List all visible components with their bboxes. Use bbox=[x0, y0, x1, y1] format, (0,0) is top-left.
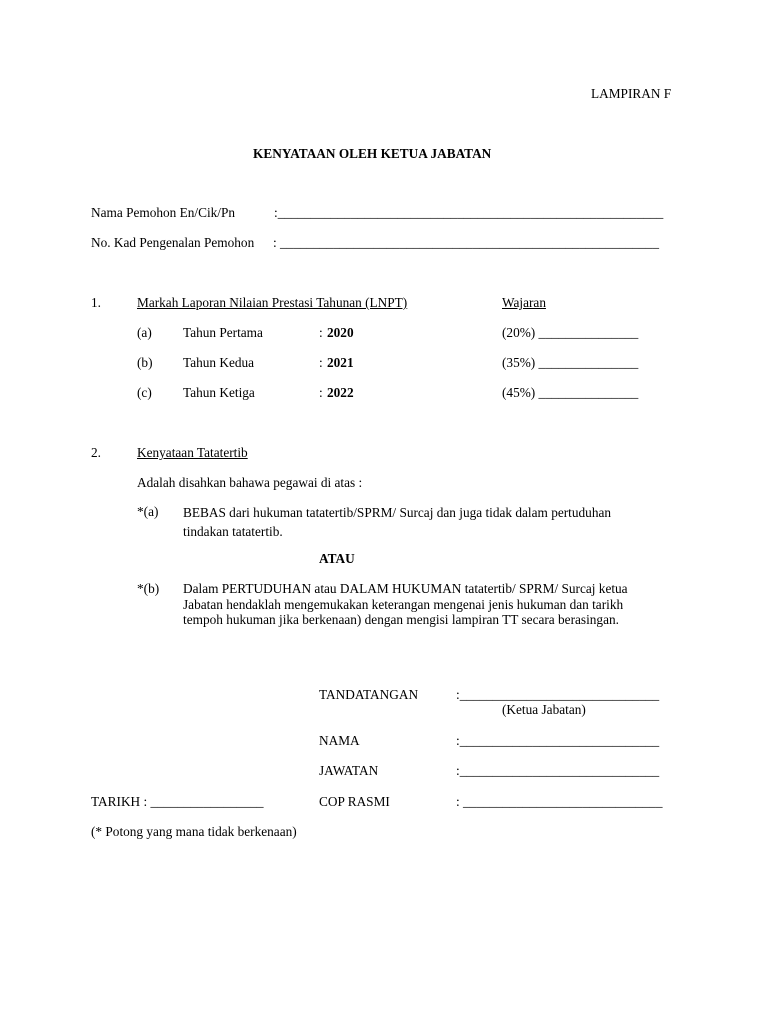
row-label: Tahun Kedua bbox=[183, 355, 255, 370]
row-label: Tahun Ketiga bbox=[183, 385, 255, 400]
signature-line: :______________________________ bbox=[456, 687, 660, 702]
name-line: :______________________________ bbox=[456, 733, 660, 748]
row-letter: (c) bbox=[137, 385, 152, 400]
stamp-line: : ______________________________ bbox=[456, 794, 663, 809]
option-a-marker: *(a) bbox=[137, 504, 159, 519]
applicant-name-label: Nama Pemohon En/Cik/Pn bbox=[91, 205, 236, 220]
section2-number: 2. bbox=[91, 445, 101, 460]
row-separator: : bbox=[319, 325, 323, 340]
position-label: JAWATAN bbox=[319, 763, 379, 778]
appendix-label: LAMPIRAN F bbox=[591, 86, 672, 101]
section1-number: 1. bbox=[91, 295, 101, 310]
signature-label: TANDATANGAN bbox=[319, 687, 419, 702]
option-a-text: BEBAS dari hukuman tatatertib/SPRM/ Surcaj dan juga tidak dalam pertuduhan tindakan tatatertib. bbox=[183, 505, 612, 539]
row-weight: (20%) _______________ bbox=[502, 325, 639, 340]
row-year: 2022 bbox=[327, 385, 354, 400]
weight-heading: Wajaran bbox=[502, 295, 546, 310]
row-separator: : bbox=[319, 355, 323, 370]
date-field: TARIKH : _________________ bbox=[91, 794, 264, 809]
section1-heading: Markah Laporan Nilaian Prestasi Tahunan (LNPT) bbox=[137, 295, 408, 310]
row-weight: (35%) _______________ bbox=[502, 355, 639, 370]
option-b-text: Dalam PERTUDUHAN atau DALAM HUKUMAN tatatertib/ SPRM/ Surcaj ketua Jabatan hendaklah mengemukakan keterangan mengenai jenis hukuman dan tarikh tempoh hukuman jika berkenaan) dengan mengisi lampiran TT secara berasingan. bbox=[183, 581, 628, 628]
footnote: (* Potong yang mana tidak berkenaan) bbox=[91, 824, 297, 839]
applicant-name-line: :__________________________________________________________ bbox=[274, 205, 664, 220]
row-separator: : bbox=[319, 385, 323, 400]
row-weight: (45%) _______________ bbox=[502, 385, 639, 400]
signature-caption: (Ketua Jabatan) bbox=[502, 702, 586, 717]
applicant-ic-label: No. Kad Pengenalan Pemohon bbox=[91, 235, 255, 250]
row-label: Tahun Pertama bbox=[183, 325, 263, 340]
applicant-ic-line: : _________________________________________________________ bbox=[273, 235, 659, 250]
section2-heading: Kenyataan Tatatertib bbox=[137, 445, 248, 460]
section2-intro: Adalah disahkan bahawa pegawai di atas : bbox=[137, 475, 363, 490]
position-line: :______________________________ bbox=[456, 763, 660, 778]
name-label: NAMA bbox=[319, 733, 360, 748]
stamp-label: COP RASMI bbox=[319, 794, 390, 809]
row-letter: (b) bbox=[137, 355, 153, 370]
row-year: 2021 bbox=[327, 355, 354, 370]
option-b-marker: *(b) bbox=[137, 581, 160, 596]
or-label: ATAU bbox=[319, 551, 355, 566]
row-letter: (a) bbox=[137, 325, 152, 340]
page-title: KENYATAAN OLEH KETUA JABATAN bbox=[253, 146, 492, 161]
row-year: 2020 bbox=[327, 325, 354, 340]
